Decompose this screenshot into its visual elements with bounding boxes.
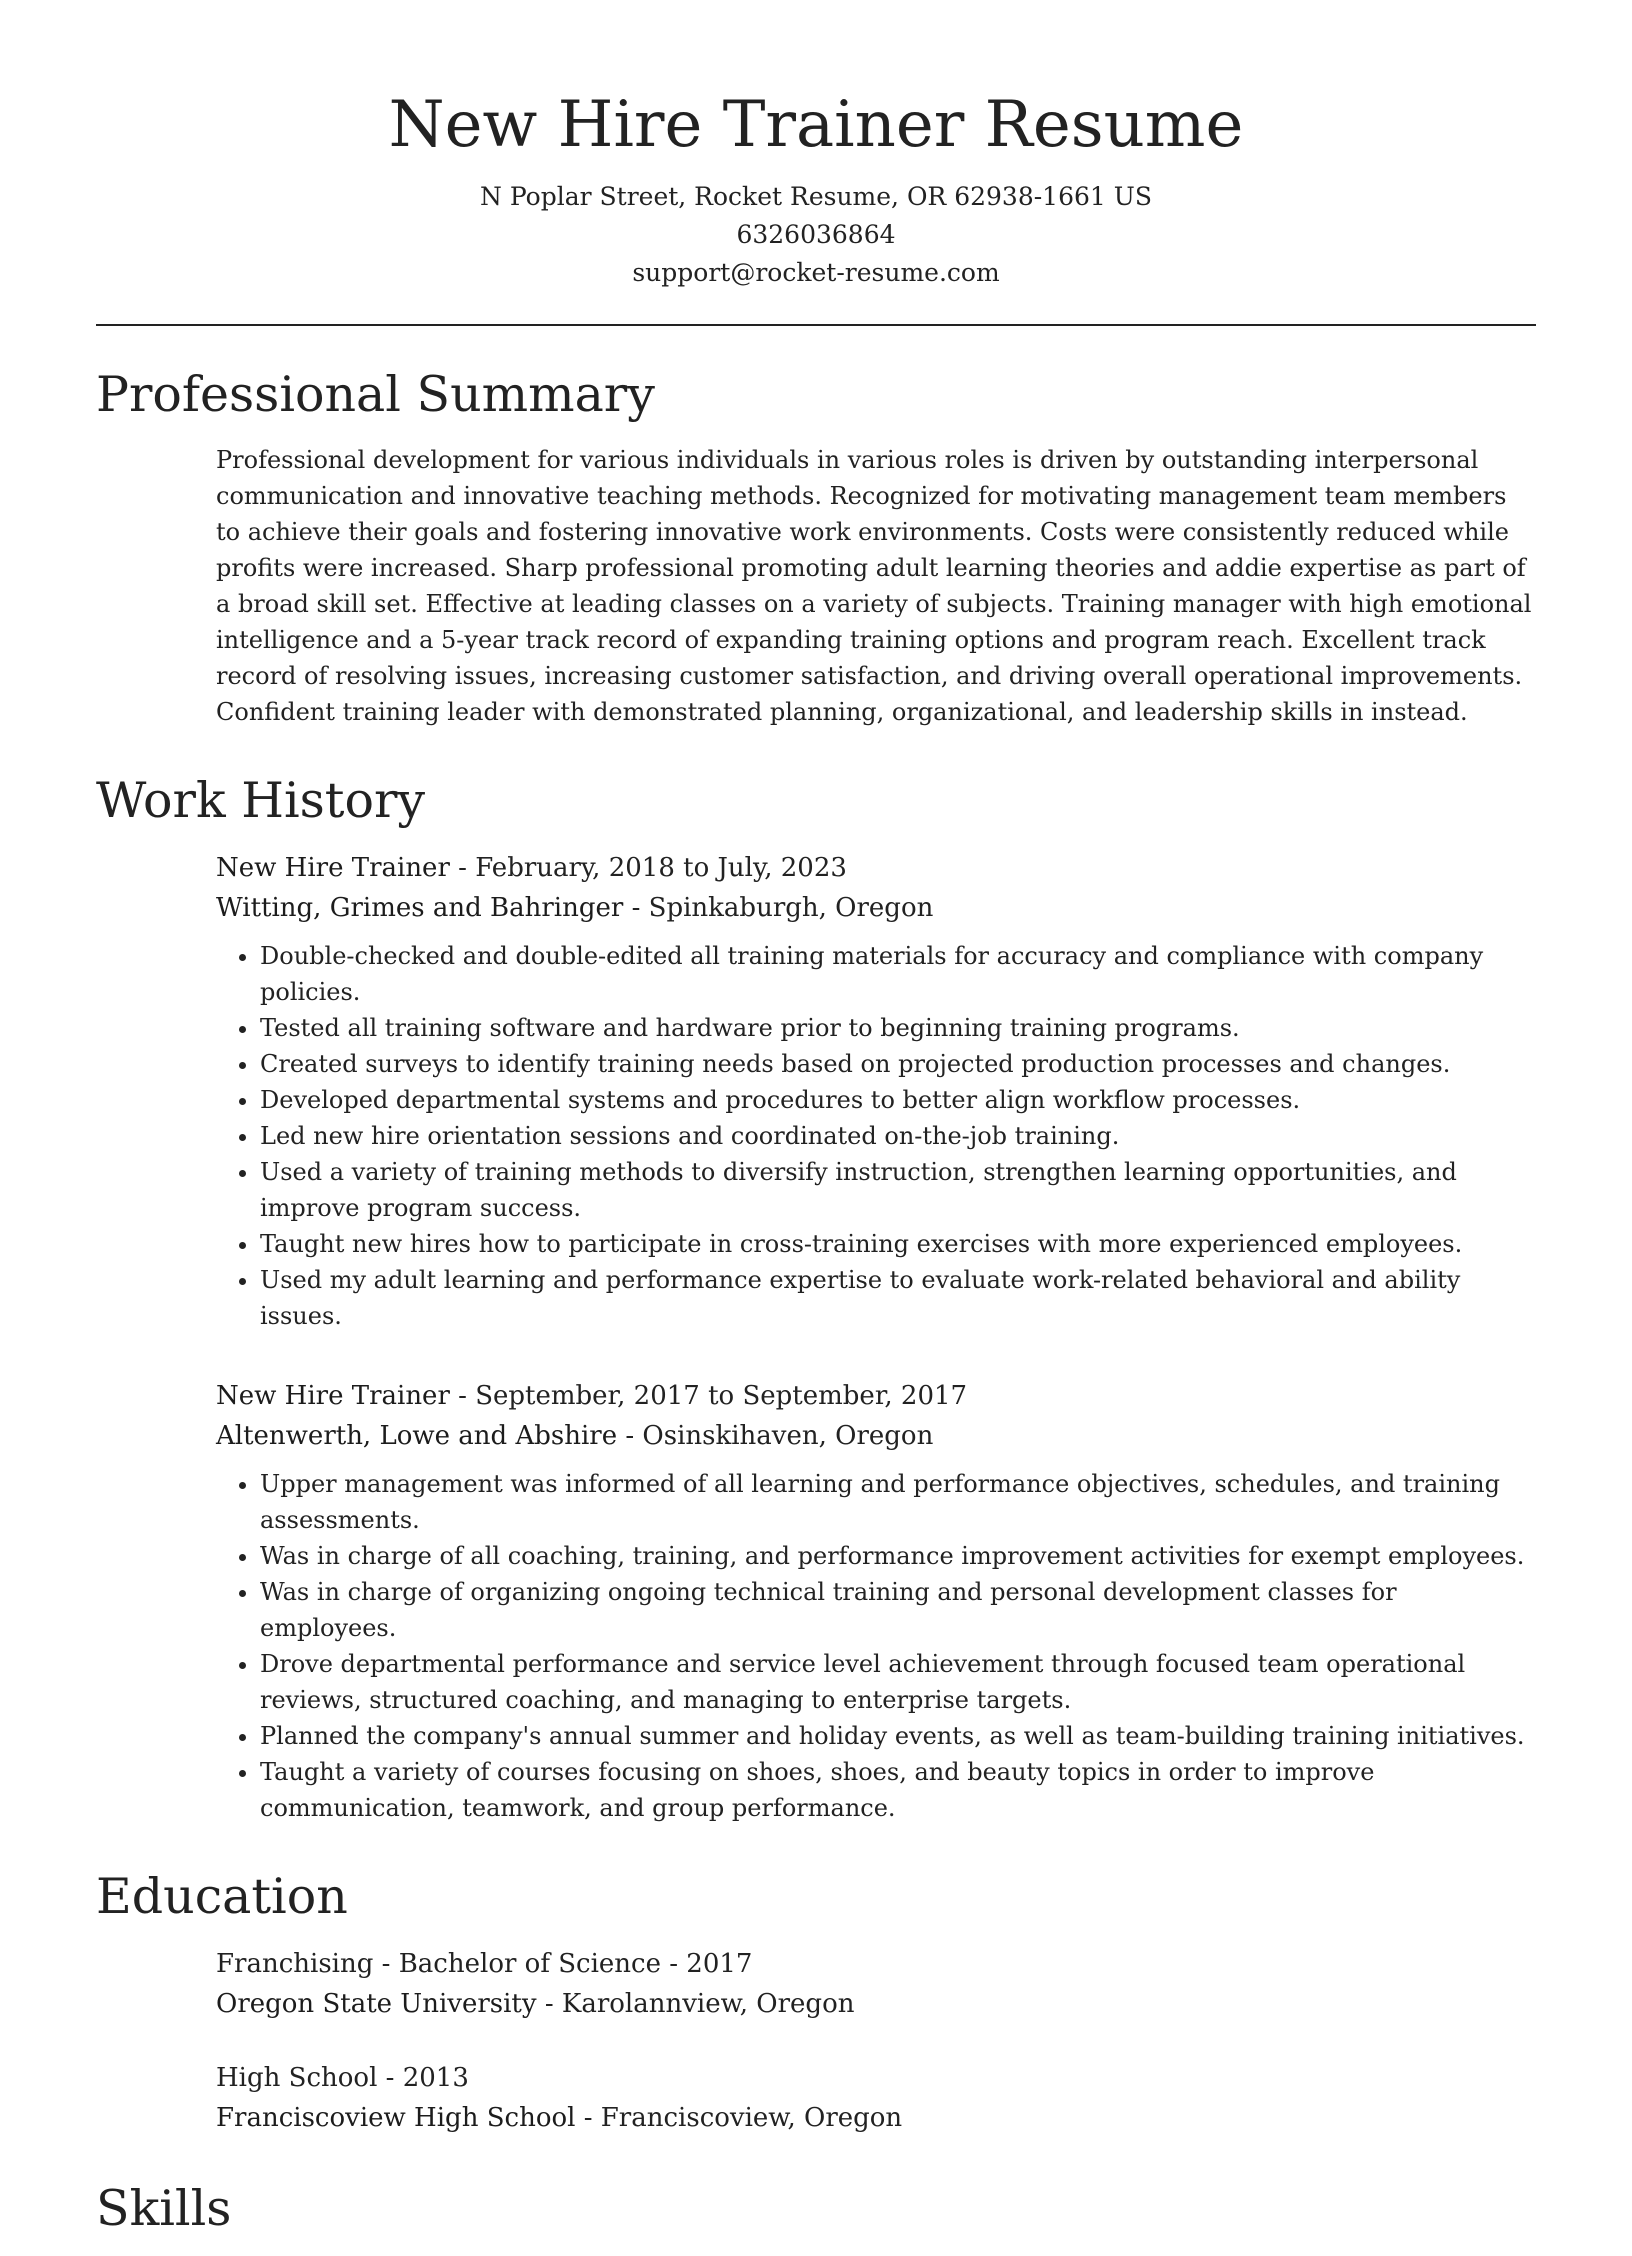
section-title-work: Work History (96, 772, 426, 829)
contact-block (96, 178, 1536, 292)
job-location: - Spinkaburgh, Oregon (623, 893, 934, 923)
education-school: Oregon State University (216, 1989, 537, 2019)
contact-phone: 6326036864 (736, 220, 896, 249)
work-history (216, 848, 1536, 1826)
job-dates: - September, 2017 to September, 2017 (449, 1381, 968, 1411)
resume-page (96, 0, 1536, 2256)
header-divider (96, 324, 1536, 326)
section-title-skills: Skills (96, 2180, 232, 2237)
job-company: Altenwerth, Lowe and Abshire (216, 1421, 618, 1451)
job-company-line (216, 888, 1536, 928)
job-title-line (216, 848, 1536, 888)
education-degree: Franchising - Bachelor of Science - 2017 (216, 1949, 753, 1979)
job-title: New Hire Trainer (216, 1381, 450, 1411)
job-company: Witting, Grimes and Bahringer (216, 893, 624, 923)
job-title: New Hire Trainer (216, 853, 450, 883)
list-item: • Led new hire orientation sessions and coordinated on-the-job training. (260, 1118, 1536, 1154)
summary-block (216, 442, 1536, 730)
job-entry (216, 848, 1536, 1334)
list-item: • Tested all training software and hardware prior to beginning training programs. (260, 1010, 1536, 1046)
list-item: • Taught new hires how to participate in cross-training exercises with more experienced employees. (260, 1226, 1536, 1262)
list-item: • Used a variety of training methods to diversify instruction, strengthen learning opportunities, and improve program success. (260, 1154, 1536, 1226)
job-bullets (216, 938, 1536, 1334)
list-item: • Upper management was informed of all learning and performance objectives, schedules, and training assessments. (260, 1466, 1536, 1538)
education-degree: High School - 2013 (216, 2063, 469, 2093)
job-entry (216, 1376, 1536, 1826)
education-entry (216, 1944, 1536, 2024)
list-item: • Developed departmental systems and procedures to better align workflow processes. (260, 1082, 1536, 1118)
list-item: • Double-checked and double-edited all training materials for accuracy and compliance with company policies. (260, 938, 1536, 1010)
list-item: • Was in charge of organizing ongoing technical training and personal development classes for employees. (260, 1574, 1536, 1646)
education-location: - Karolannview, Oregon (536, 1989, 855, 2019)
contact-address: N Poplar Street, Rocket Resume, OR 62938-1661 US (480, 182, 1152, 211)
education-school: Franciscoview High School (216, 2103, 576, 2133)
resume-title: New Hire Trainer Resume (388, 88, 1244, 162)
education-entry (216, 2058, 1536, 2138)
education-school-line (216, 2098, 1536, 2138)
list-item: • Created surveys to identify training needs based on projected production processes and changes. (260, 1046, 1536, 1082)
education-location: - Franciscoview, Oregon (575, 2103, 903, 2133)
job-dates: - February, 2018 to July, 2023 (449, 853, 847, 883)
resume-header (96, 0, 1536, 292)
summary-text: Professional development for various individuals in various roles is driven by outstanding interpersonal communication and innovative teaching methods. Recognized for motivating management team members to achieve their goals and fostering innovative work environments. Costs were consistently reduced while profits were increased. Sharp professional promoting adult learning theories and addie expertise as part of a broad skill set. Effective at leading classes on a variety of subjects. Training manager with high emotional intelligence and a 5-year track record of expanding training options and program reach. Excellent track record of resolving issues, increasing customer satisfaction, and driving overall operational improvements. Confident training leader with demonstrated planning, organizational, and leadership skills in instead. (216, 446, 1532, 726)
list-item: • Planned the company's annual summer and holiday events, as well as team-building training initiatives. (260, 1718, 1536, 1754)
job-company-line (216, 1416, 1536, 1456)
job-bullets (216, 1466, 1536, 1826)
job-location: - Osinskihaven, Oregon (617, 1421, 934, 1451)
education-block (216, 1944, 1536, 2138)
contact-email: support@rocket-resume.com (632, 258, 1000, 287)
section-title-summary: Professional Summary (96, 366, 655, 423)
job-title-line (216, 1376, 1536, 1416)
list-item: • Drove departmental performance and service level achievement through focused team operational reviews, structured coaching, and managing to enterprise targets. (260, 1646, 1536, 1718)
list-item: • Used my adult learning and performance expertise to evaluate work-related behavioral and ability issues. (260, 1262, 1536, 1334)
section-title-education: Education (96, 1868, 348, 1925)
education-school-line (216, 1984, 1536, 2024)
list-item: • Was in charge of all coaching, training, and performance improvement activities for exempt employees. (260, 1538, 1536, 1574)
list-item: • Taught a variety of courses focusing on shoes, shoes, and beauty topics in order to improve communication, teamwork, and group performance. (260, 1754, 1536, 1826)
